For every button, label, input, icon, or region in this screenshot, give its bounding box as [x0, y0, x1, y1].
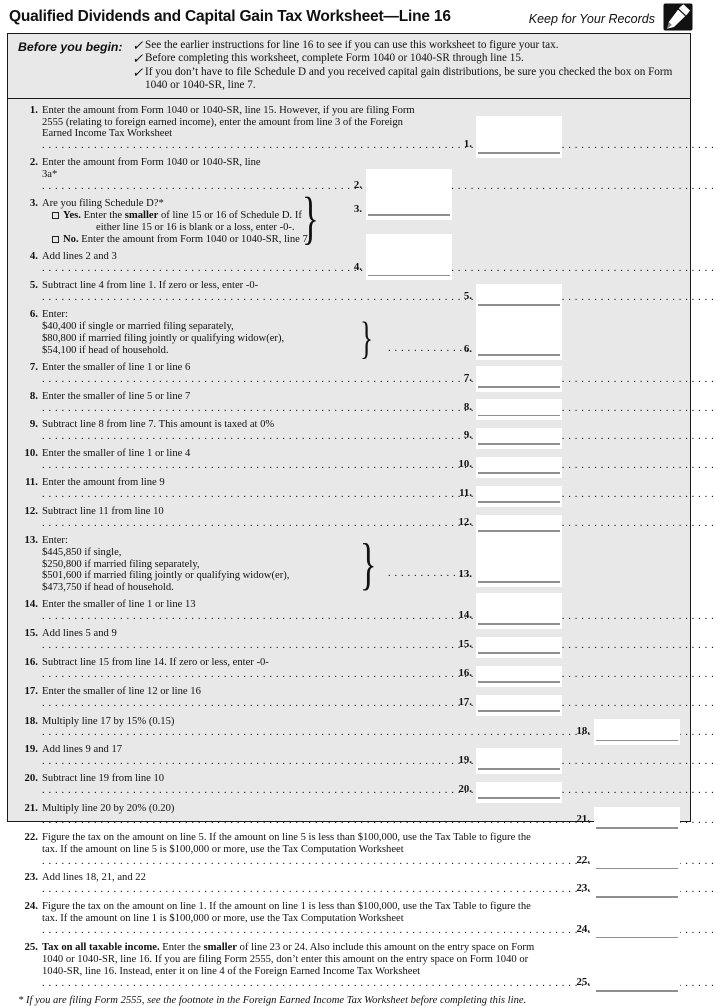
entry-label: 8. — [463, 400, 472, 413]
worksheet-line-12 — [16, 501, 684, 530]
entry-label: 20. — [458, 783, 472, 796]
dot-leader — [388, 568, 434, 580]
line-6-entry-field[interactable] — [476, 310, 562, 360]
no-label: No. — [63, 233, 79, 245]
line-text: Add lines 2 and 3 — [42, 250, 117, 262]
line-text: Subtract line 15 from line 14. If zero or less, enter -0- — [42, 656, 269, 668]
line-text: Multiply line 20 by 20% (0.20) — [42, 802, 175, 814]
line-number: 16. — [24, 655, 38, 668]
entry-label: 12. — [458, 515, 472, 528]
dot-leader — [42, 637, 714, 651]
footnote: * If you are filing Form 2555, see the footnote in the Foreign Earned Income Tax Worksheet before completing this line. — [18, 994, 527, 1006]
entry-label: 7. — [463, 371, 472, 384]
worksheet-line-22 — [16, 827, 684, 868]
entry-label: 24. — [576, 923, 590, 936]
entry-label: 14. — [458, 609, 472, 622]
dot-leader — [42, 666, 714, 680]
worksheet-line-6 — [16, 304, 684, 357]
entry-label: 22. — [576, 853, 590, 866]
amount-option: $40,400 if single or married filing separately, — [42, 321, 234, 333]
worksheet-line-1 — [16, 101, 684, 153]
schedule-d-no-option: No. Enter the amount from Form 1040 or 1040-SR, line 7. — [52, 234, 324, 246]
line-number: 14. — [24, 598, 38, 611]
before-you-begin-items — [132, 39, 682, 93]
instruction-text: If you don’t have to file Schedule D and you received capital gain distributions, be sure you checked the box on Form 1040 or 1040-SR, line 7. — [145, 65, 673, 92]
yes-label: Yes. — [63, 209, 81, 221]
worksheet-line-16 — [16, 652, 684, 681]
worksheet-line-8 — [16, 386, 684, 415]
worksheet-line-25: 25. Tax on all taxable income. Enter the smaller of line 23 or 24. Also include this amount on the entry space on Form 1040 or 1040-SR, line 16. If you are filing Form 2555, don’t enter this amount on the entry space on Form 1040 or 1040-SR, line 16. Instead, enter it on line 4 of the Foreign Earned Income Tax Worksheet . . . 25. — [16, 937, 684, 990]
curly-brace — [360, 319, 373, 358]
line-number: 20. — [24, 772, 38, 785]
dot-leader — [42, 460, 714, 471]
worksheet-line-19 — [16, 739, 684, 768]
dot-leader — [42, 431, 714, 442]
worksheet-line-20 — [16, 768, 684, 797]
dot-leader — [42, 756, 714, 767]
line-text: Enter the smaller of line 1 or line 6 — [42, 361, 191, 373]
instruction-text: See the earlier instructions for line 16 to see if you can use this worksheet to figure your tax. — [145, 39, 559, 51]
worksheet-line-14 — [16, 594, 684, 623]
instruction-item — [132, 66, 682, 93]
entry-label: 11. — [459, 487, 472, 499]
worksheet-line-13 — [16, 530, 684, 595]
checkmark-icon: ✓ — [132, 38, 144, 53]
line-text: Figure the tax on the amount on line 1. If the amount on line 1 is less than $100,000, use the Tax Table to figure the tax. If the amount on line 1 is $100,000 or more, use the Tax Computation Worksheet — [42, 901, 531, 925]
line-number: 10. — [24, 447, 38, 460]
curly-brace — [302, 193, 319, 243]
entry-label: 18. — [576, 725, 590, 738]
dot-leader — [388, 343, 434, 355]
dot-leader — [42, 785, 714, 796]
entry-label: 21. — [576, 812, 590, 825]
instruction-text: Before completing this worksheet, complete Form 1040 or 1040-SR through line 15. — [145, 52, 524, 65]
line-text: Enter the smaller of line 12 or line 16 — [42, 685, 201, 697]
line-text: Are you filing Schedule D?* — [42, 197, 164, 209]
dot-leader — [42, 611, 714, 622]
line-number: 15. — [24, 627, 38, 640]
worksheet-line-3 — [16, 193, 684, 246]
line-text: Figure the tax on the amount on line 5. If the amount on line 5 is less than $100,000, use the Tax Table to figure the tax. If the amount on line 5 is $100,000 or more, use the Tax Computation Worksheet — [42, 831, 531, 855]
line-number: 7. — [29, 360, 38, 373]
line-number: 18. — [24, 714, 38, 727]
amount-option: $473,750 if head of household. — [42, 582, 174, 594]
worksheet-line-23 — [16, 867, 684, 896]
line-text: Add lines 18, 21, and 22 — [42, 872, 146, 884]
dot-leader — [42, 371, 714, 385]
line-text: Subtract line 11 from line 10 — [42, 505, 164, 517]
worksheet-line-5 — [16, 274, 684, 304]
line-number: 21. — [24, 801, 38, 814]
line-number: 11. — [25, 476, 38, 489]
entry-label: 1. — [463, 138, 472, 151]
yes-checkbox[interactable] — [52, 212, 59, 219]
line-text: Enter: — [42, 309, 68, 321]
line-text: Enter the smaller of line 1 or line 13 — [42, 599, 196, 611]
line-number: 25. — [24, 941, 38, 953]
line-text: Enter the amount from line 9 — [42, 477, 165, 489]
header — [9, 3, 693, 32]
line-text: Add lines 9 and 17 — [42, 744, 123, 756]
entry-label: 23. — [576, 882, 590, 895]
line-number: 6. — [29, 308, 38, 321]
worksheet-line-4 — [16, 246, 684, 275]
entry-label: 5. — [463, 290, 472, 303]
worksheet-line-7 — [16, 357, 684, 386]
entry-label: 17. — [458, 695, 472, 708]
line-text: Enter the smaller of line 5 or line 7 — [42, 390, 191, 402]
line-number: 19. — [24, 743, 38, 756]
dot-leader — [42, 489, 714, 500]
page-title: Qualified Dividends and Capital Gain Tax Worksheet—Line 16 — [9, 8, 451, 25]
worksheet-body — [7, 33, 691, 1006]
amount-option: $250,800 if married filing separately, — [42, 558, 200, 570]
line-number: 23. — [24, 871, 38, 884]
line-number: 2. — [29, 156, 38, 169]
entry-label: 3. — [353, 202, 362, 215]
worksheet-line-24 — [16, 896, 684, 937]
worksheet-line-15 — [16, 623, 684, 652]
worksheet-line-17 — [16, 681, 684, 710]
dot-leader — [42, 400, 714, 414]
line-25-entry-field[interactable] — [594, 938, 680, 996]
worksheet-line-21 — [16, 797, 684, 827]
line-text: Subtract line 8 from line 7. This amount is taxed at 0% — [42, 419, 275, 431]
entry-label: 16. — [458, 666, 472, 679]
worksheet-line-2 — [16, 152, 684, 193]
dot-leader — [42, 140, 714, 151]
line-text: Subtract line 4 from line 1. If zero or less, enter -0- — [42, 280, 259, 292]
line-number: 9. — [29, 418, 38, 431]
line-text: Enter the smaller of line 1 or line 4 — [42, 448, 191, 460]
line-number: 4. — [29, 249, 38, 262]
amount-option: $80,800 if married filing jointly or qualifying widow(er), — [42, 333, 285, 345]
dot-leader — [42, 292, 714, 303]
line-number: 5. — [29, 279, 38, 292]
line-number: 24. — [24, 900, 38, 913]
before-you-begin-label: Before you begin: — [18, 40, 123, 54]
schedule-d-yes-option: Yes. Enter the smaller of line 15 or 16 of Schedule D. If either line 15 or 16 is blank or a loss, enter -0-. — [52, 210, 324, 234]
line-text-bold: Tax on all taxable income. — [42, 942, 160, 953]
line-number: 13. — [24, 533, 38, 546]
line-13-entry-field[interactable] — [476, 533, 562, 587]
line-number: 12. — [24, 504, 38, 517]
pencil-icon — [663, 3, 693, 31]
entry-label: 15. — [458, 637, 472, 650]
line-text: Multiply line 17 by 15% (0.15) — [42, 715, 175, 727]
line-number: 17. — [24, 684, 38, 697]
line-3-entry-field[interactable] — [366, 182, 452, 220]
line-text: Enter: — [42, 534, 68, 546]
worksheet-line-10 — [16, 443, 684, 472]
worksheet-lines — [8, 99, 690, 1006]
worksheet-line-18 — [16, 710, 684, 740]
keep-for-records-label: Keep for Your Records — [528, 12, 655, 26]
dot-leader — [42, 695, 714, 709]
line-number: 1. — [29, 103, 38, 116]
checkmark-icon: ✓ — [132, 64, 144, 80]
entry-label: 13. — [458, 568, 472, 581]
amount-option: $501,600 if married filing jointly or qualifying widow(er), — [42, 570, 290, 582]
line-text: Subtract line 19 from line 10 — [42, 773, 165, 785]
checkmark-icon: ✓ — [132, 51, 144, 67]
amount-option: $445,850 if single, — [42, 546, 122, 558]
dot-leader — [42, 515, 714, 529]
amount-option: $54,100 if head of household. — [42, 344, 169, 356]
line-text: Add lines 5 and 9 — [42, 628, 117, 640]
line-number: 8. — [29, 389, 38, 402]
instruction-item — [132, 52, 682, 65]
entry-label: 4. — [353, 260, 362, 273]
curly-brace — [360, 540, 376, 589]
entry-label: 6. — [463, 342, 472, 355]
before-you-begin — [8, 34, 690, 99]
instruction-item — [132, 39, 682, 52]
line-number: 3. — [29, 196, 38, 209]
worksheet-line-9 — [16, 414, 684, 443]
worksheet-line-11 — [16, 472, 684, 501]
entry-label: 19. — [458, 754, 472, 767]
line-text: Enter the amount from Form 1040 or 1040-SR, line 15. However, if you are filing Form 2555 (relating to foreign earned income), enter the amount from line 3 of the Foreign Earned Income Tax Worksheet — [42, 104, 415, 140]
line-number: 22. — [24, 830, 38, 843]
no-checkbox[interactable] — [52, 236, 59, 243]
entry-label: 25. — [576, 975, 590, 988]
entry-label: 2. — [353, 179, 362, 192]
entry-label: 10. — [458, 458, 472, 471]
entry-label: 9. — [463, 429, 472, 442]
line-text: Enter the amount from Form 1040 or 1040-SR, line 3a* — [42, 157, 261, 181]
